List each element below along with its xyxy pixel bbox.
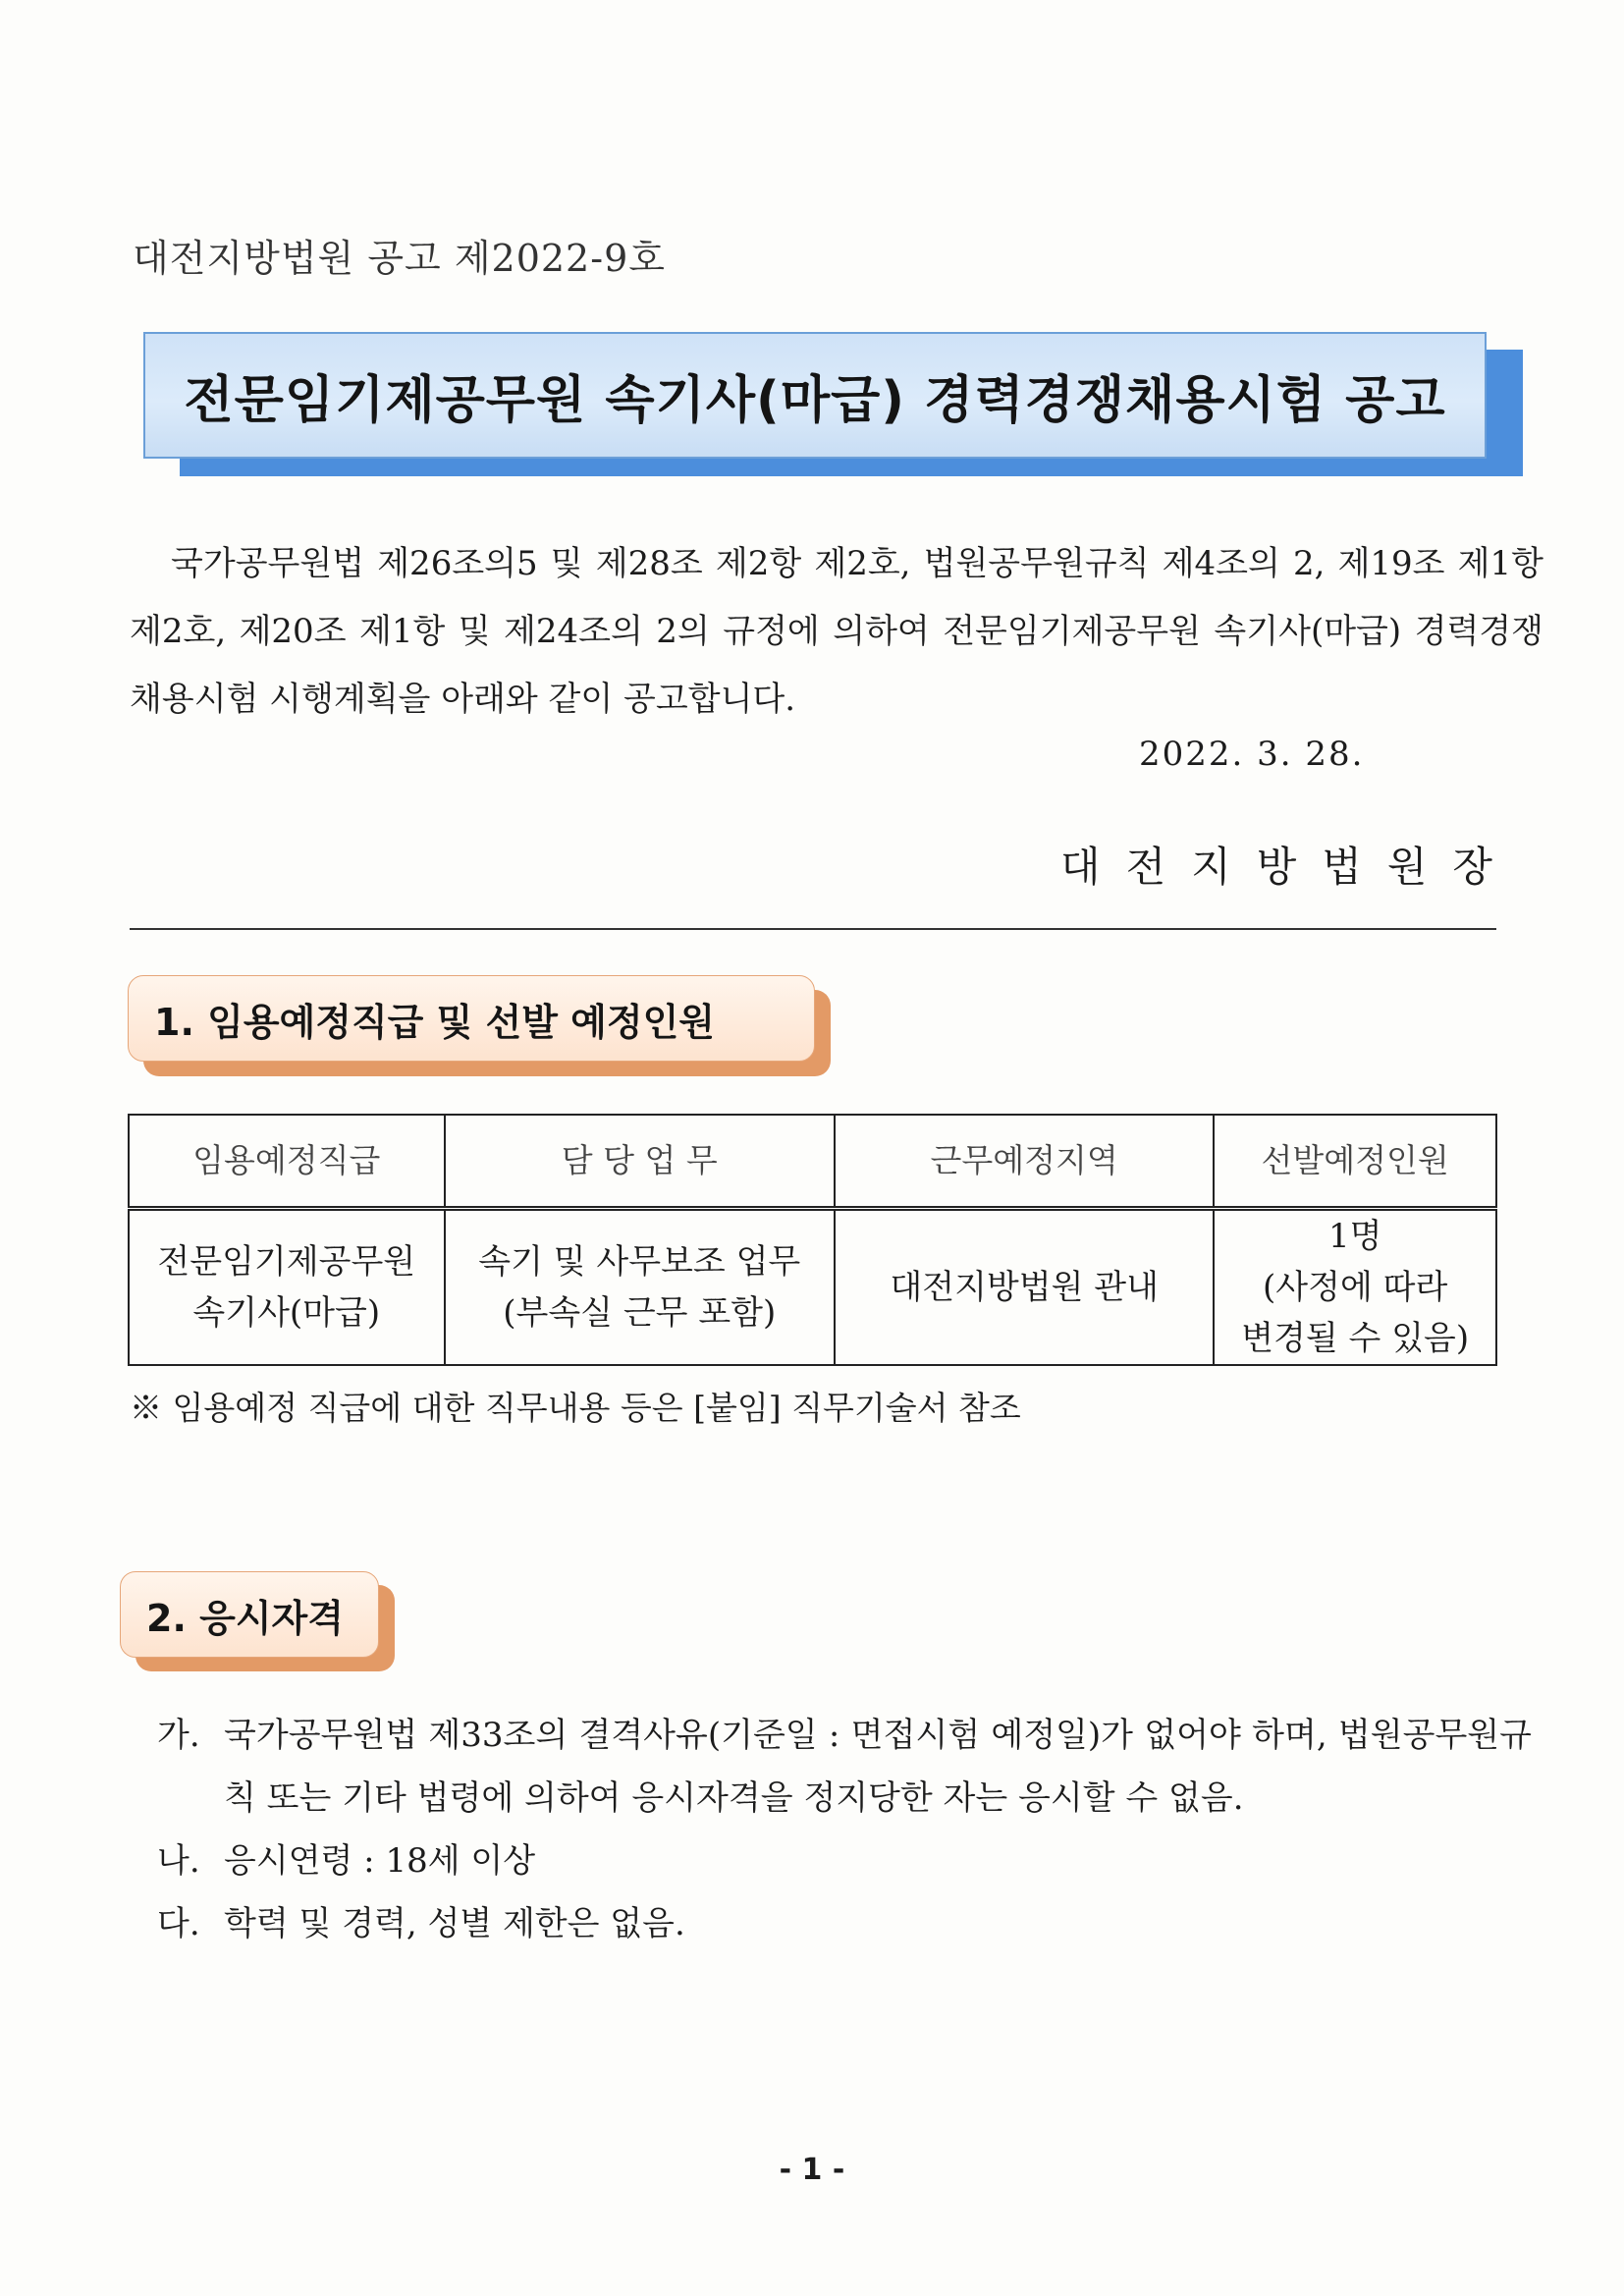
section1-heading-text: 1. 임용예정직급 및 선발 예정인원 bbox=[154, 1000, 715, 1044]
list-item-text: 국가공무원법 제33조의 결격사유(기준일 : 면접시험 예정일)가 없어야 하며, 법원공무원규칙 또는 기타 법령에 의하여 응시자격을 정지당한 자는 응시할 수 없음. bbox=[224, 1716, 1532, 1818]
grade-line1: 전문임기제공무원 bbox=[157, 1242, 416, 1282]
page-number: - 1 - bbox=[779, 2153, 845, 2187]
cell-location bbox=[835, 1209, 1214, 1366]
notice-date: 2022. 3. 28. bbox=[1139, 735, 1365, 774]
cell-grade bbox=[129, 1209, 445, 1366]
count-line3: 변경될 수 있음) bbox=[1241, 1319, 1470, 1358]
list-item-text: 응시연령 : 18세 이상 bbox=[224, 1841, 536, 1881]
list-item-mark: 나. bbox=[157, 1841, 200, 1881]
list-item bbox=[157, 1704, 1532, 1830]
list-item-mark: 다. bbox=[157, 1904, 200, 1943]
signatory: 대전지방법원장 bbox=[1060, 843, 1519, 891]
position-table bbox=[128, 1114, 1497, 1366]
reference-note: ※ 임용예정 직급에 대한 직무내용 등은 [붙임] 직무기술서 참조 bbox=[130, 1389, 1021, 1427]
grade-line2: 속기사(마급) bbox=[192, 1293, 381, 1333]
cell-count bbox=[1214, 1209, 1496, 1366]
page-title: 전문임기제공무원 속기사(마급) 경력경쟁채용시험 공고 bbox=[184, 371, 1446, 430]
count-line2: (사정에 따라 bbox=[1263, 1268, 1448, 1307]
header-duty: 담 당 업 무 bbox=[445, 1115, 835, 1209]
section1-heading bbox=[128, 975, 815, 1062]
header-count: 선발예정인원 bbox=[1214, 1115, 1496, 1209]
list-item-text: 학력 및 경력, 성별 제한은 없음. bbox=[224, 1904, 685, 1943]
duty-line2: (부속실 근무 포함) bbox=[503, 1293, 777, 1333]
cell-duty bbox=[445, 1209, 835, 1366]
list-item bbox=[157, 1892, 1532, 1955]
title-banner bbox=[143, 332, 1487, 459]
section2-heading-text: 2. 응시자격 bbox=[146, 1596, 344, 1640]
eligibility-list bbox=[157, 1704, 1532, 1955]
duty-line1: 속기 및 사무보조 업무 bbox=[478, 1242, 801, 1282]
notice-number: 대전지방법원 공고 제2022-9호 bbox=[133, 237, 666, 280]
table-header-row bbox=[129, 1115, 1496, 1209]
table-row bbox=[129, 1209, 1496, 1366]
location-text: 대전지방법원 관내 bbox=[890, 1268, 1159, 1307]
header-location: 근무예정지역 bbox=[835, 1115, 1214, 1209]
section2-heading bbox=[120, 1571, 379, 1658]
header-grade: 임용예정직급 bbox=[129, 1115, 445, 1209]
intro-paragraph: 국가공무원법 제26조의5 및 제28조 제2항 제2호, 법원공무원규칙 제4조의 2, 제19조 제1항 제2호, 제20조 제1항 및 제24조의 2의 규정에 의하여 전문임기제공무원 속기사(마급) 경력경쟁채용시험 시행계획을 아래와 같이 공고합니다. bbox=[130, 544, 1543, 719]
divider bbox=[130, 928, 1496, 930]
count-line1: 1명 bbox=[1327, 1217, 1382, 1256]
list-item-mark: 가. bbox=[157, 1716, 200, 1755]
list-item bbox=[157, 1830, 1532, 1892]
